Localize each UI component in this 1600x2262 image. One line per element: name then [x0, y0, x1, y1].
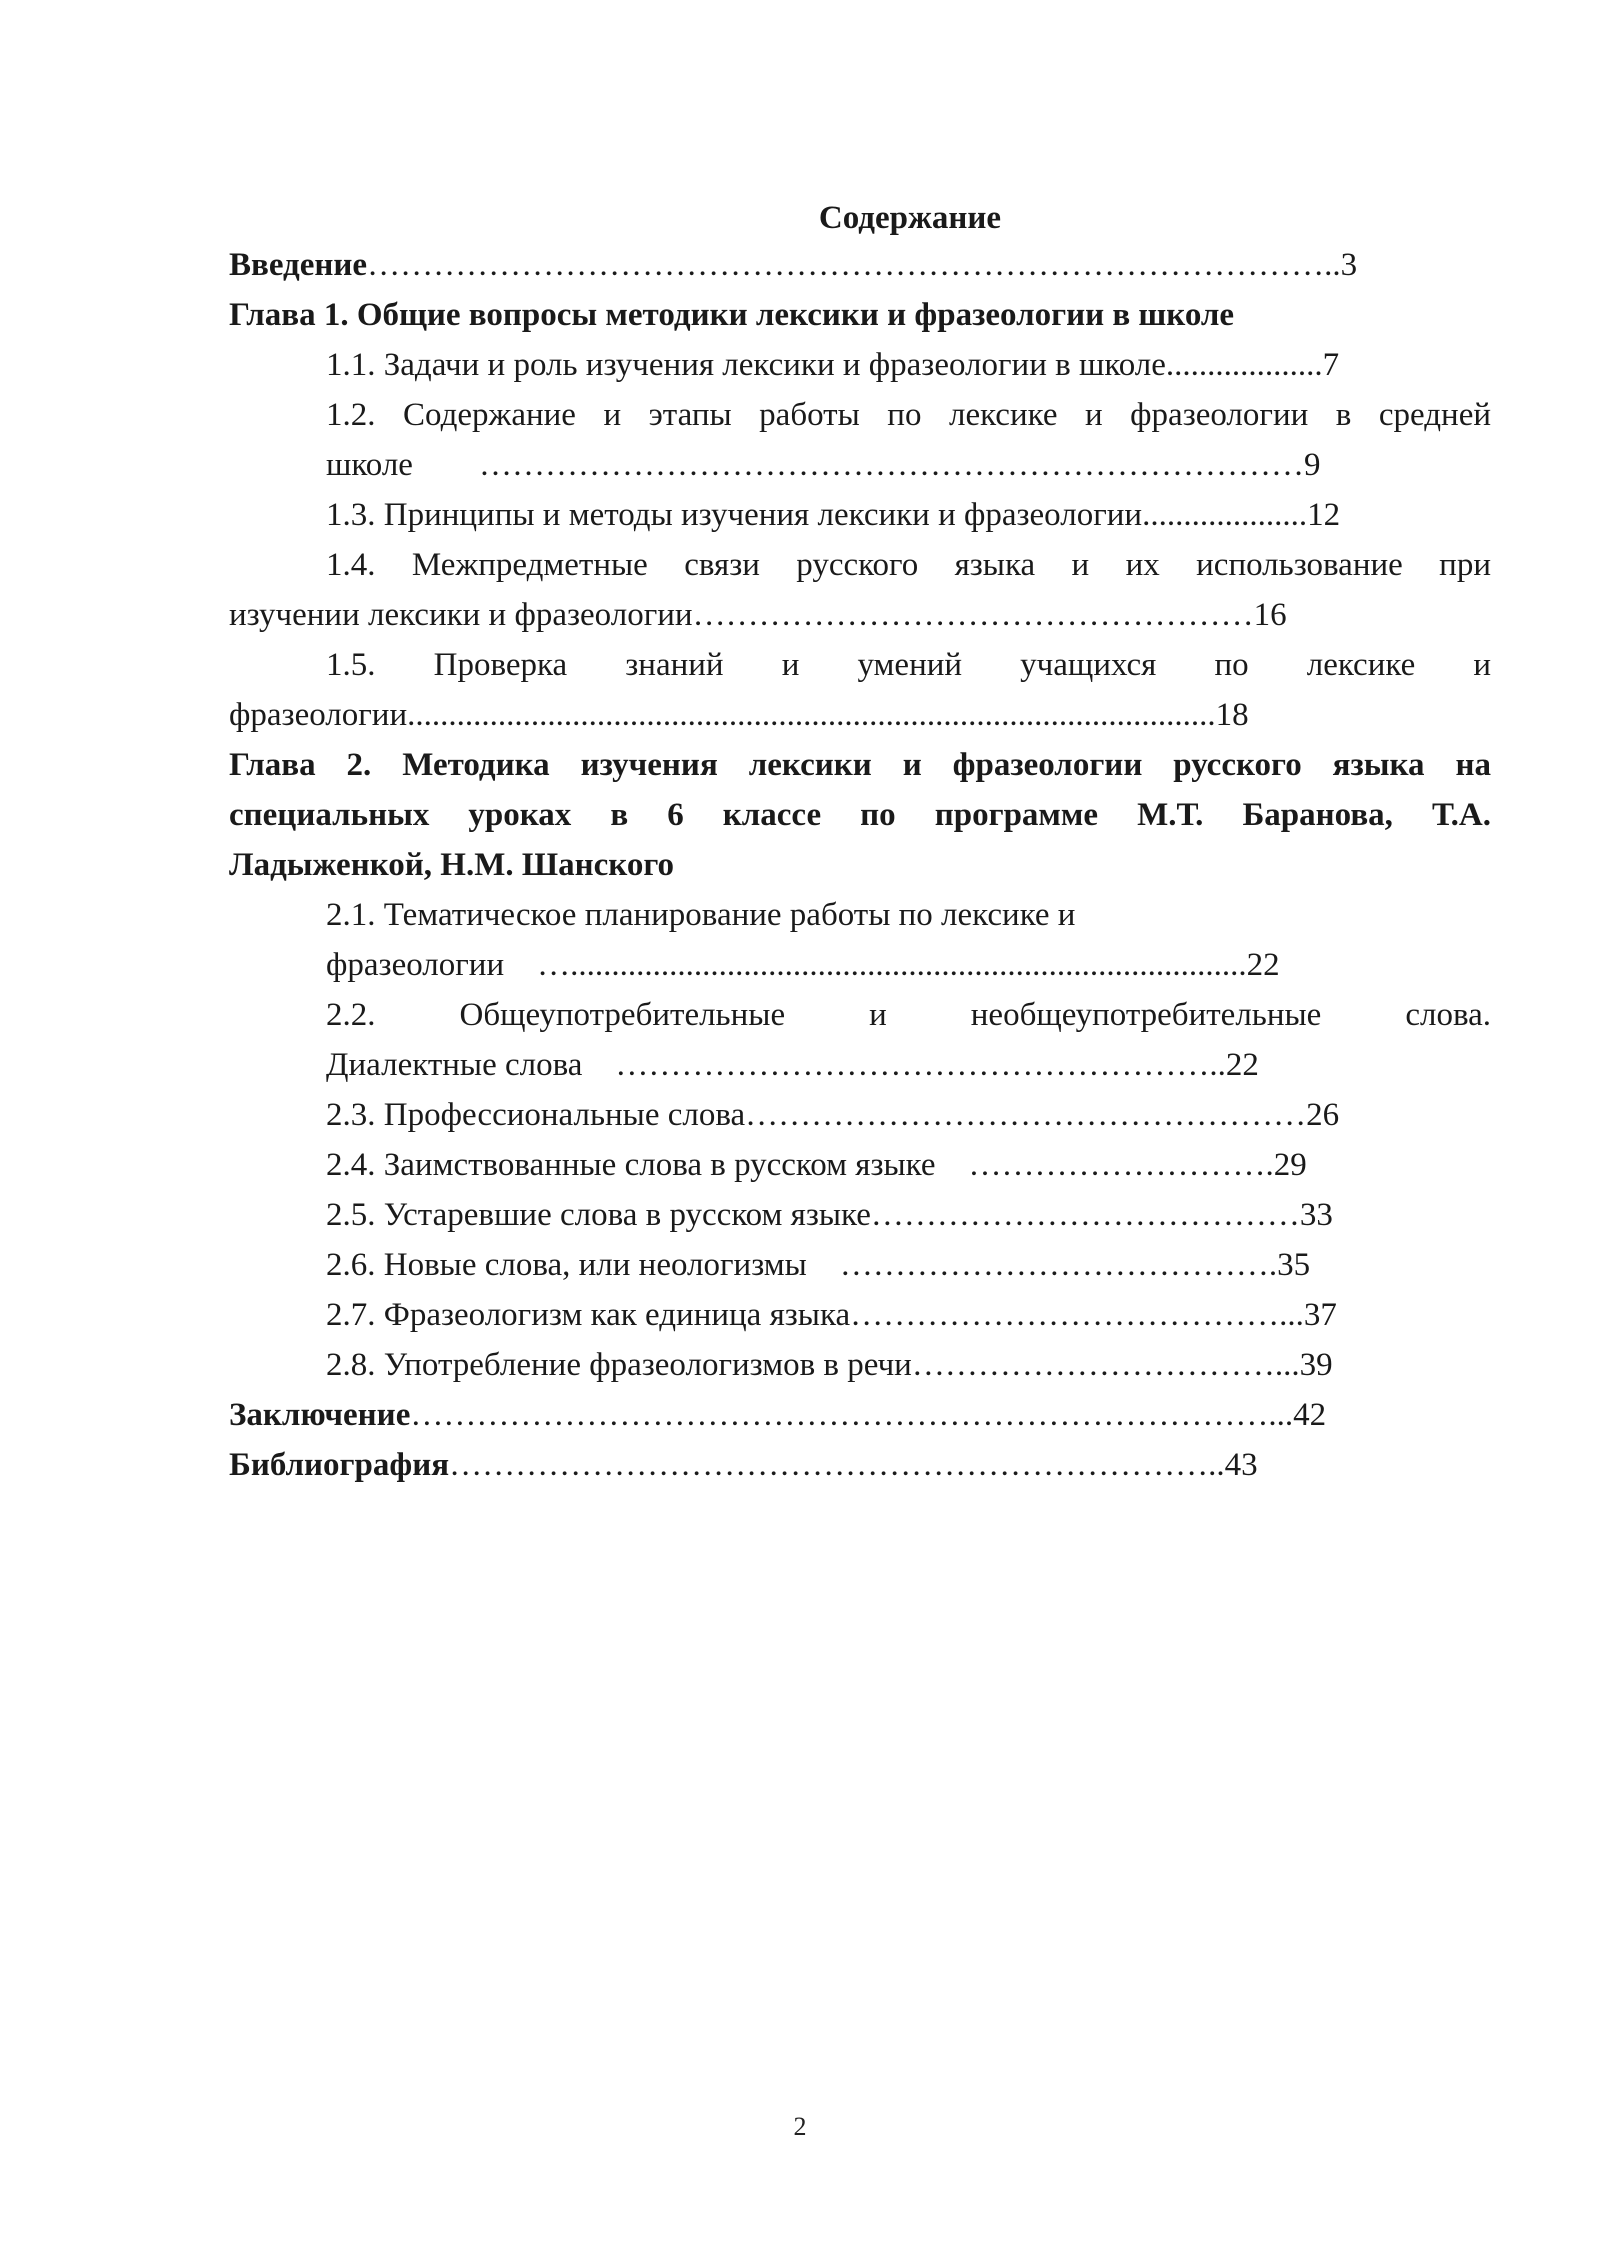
toc-section-2-2-line-2: Диалектные слова ………………………………………………..22 — [326, 1047, 1259, 1083]
page-number: 2 — [793, 2112, 807, 2141]
toc-bibliography-label: Библиография — [229, 1447, 450, 1483]
toc-section-1-5-line-2: фразеологии..................................................................................................18 — [229, 697, 1249, 733]
toc-section-1-4 — [229, 540, 1491, 640]
toc-section-2-1-line-1: 2.1. Тематическое планирование работы по лексике и — [326, 897, 1076, 933]
toc-section-2-3: 2.3. Профессиональные слова……………………………………………26 — [326, 1097, 1340, 1133]
toc-section-2-4: 2.4. Заимствованные слова в русском языке ……………………….29 — [326, 1147, 1307, 1183]
toc-section-1-5-line-1: 1.5. Проверка знаний и умений учащихся по лексике и — [326, 647, 1491, 683]
toc-section-1-4-line-2: изучении лексики и фразеологии……………………………………………16 — [229, 597, 1287, 633]
toc-section-1-2-line-2: школе …………………………………………………………………9 — [326, 447, 1321, 483]
toc-section-2-2-line-1: 2.2. Общеупотребительные и необщеупотребительные слова. — [326, 997, 1491, 1033]
toc-chapter-1: Глава 1. Общие вопросы методики лексики и фразеологии в школе — [229, 297, 1235, 333]
toc-section-2-6: 2.6. Новые слова, или неологизмы ………………………………….35 — [326, 1247, 1311, 1283]
toc-entry-conclusion — [229, 1390, 1491, 1440]
toc-bibliography-leader: ……………………………………………………………..43 — [449, 1447, 1258, 1483]
toc-section-1-4-line-1: 1.4. Межпредметные связи русского языка и их использование при — [326, 547, 1491, 583]
toc-chapter-2-line-3: Ладыженкой, Н.М. Шанского — [229, 847, 675, 883]
toc-section-2-1-line-2: фразеологии …..................................................................................22 — [326, 947, 1280, 983]
toc-entry-bibliography — [229, 1440, 1491, 1490]
toc-entry-intro — [229, 240, 1491, 290]
toc-chapter-2-line-2: специальных уроках в 6 классе по программе М.Т. Баранова, Т.А. — [229, 797, 1491, 833]
toc-chapter-2-line-1: Глава 2. Методика изучения лексики и фразеологии русского языка на — [229, 747, 1491, 783]
toc-section-2-8: 2.8. Употребление фразеологизмов в речи……………………………...39 — [326, 1347, 1333, 1383]
toc-chapter-2 — [229, 740, 1491, 890]
toc-section-1-2-line-1: 1.2. Содержание и этапы работы по лексике и фразеологии в средней — [326, 397, 1491, 433]
toc-section-2-5: 2.5. Устаревшие слова в русском языке…………………………………33 — [326, 1197, 1333, 1233]
toc-section-1-2 — [229, 390, 1491, 490]
toc-section-2-1 — [229, 890, 1491, 990]
toc-conclusion-label: Заключение — [229, 1397, 411, 1433]
page-title: Содержание — [818, 200, 1002, 236]
toc-intro-leader: ……………………………………………………………………………..3 — [367, 247, 1358, 283]
toc-section-2-2 — [229, 990, 1491, 1090]
toc-section-1-3: 1.3. Принципы и методы изучения лексики и фразеологии....................12 — [326, 497, 1341, 533]
table-of-contents — [229, 196, 1491, 1490]
toc-section-1-5 — [229, 640, 1491, 740]
toc-section-1-1: 1.1. Задачи и роль изучения лексики и фразеологии в школе...................7 — [326, 347, 1340, 383]
toc-intro-label: Введение — [229, 247, 368, 283]
toc-conclusion-leader: ……………………………………………………………………...42 — [410, 1397, 1327, 1433]
toc-section-2-7: 2.7. Фразеологизм как единица языка…………………………………...37 — [326, 1297, 1337, 1333]
